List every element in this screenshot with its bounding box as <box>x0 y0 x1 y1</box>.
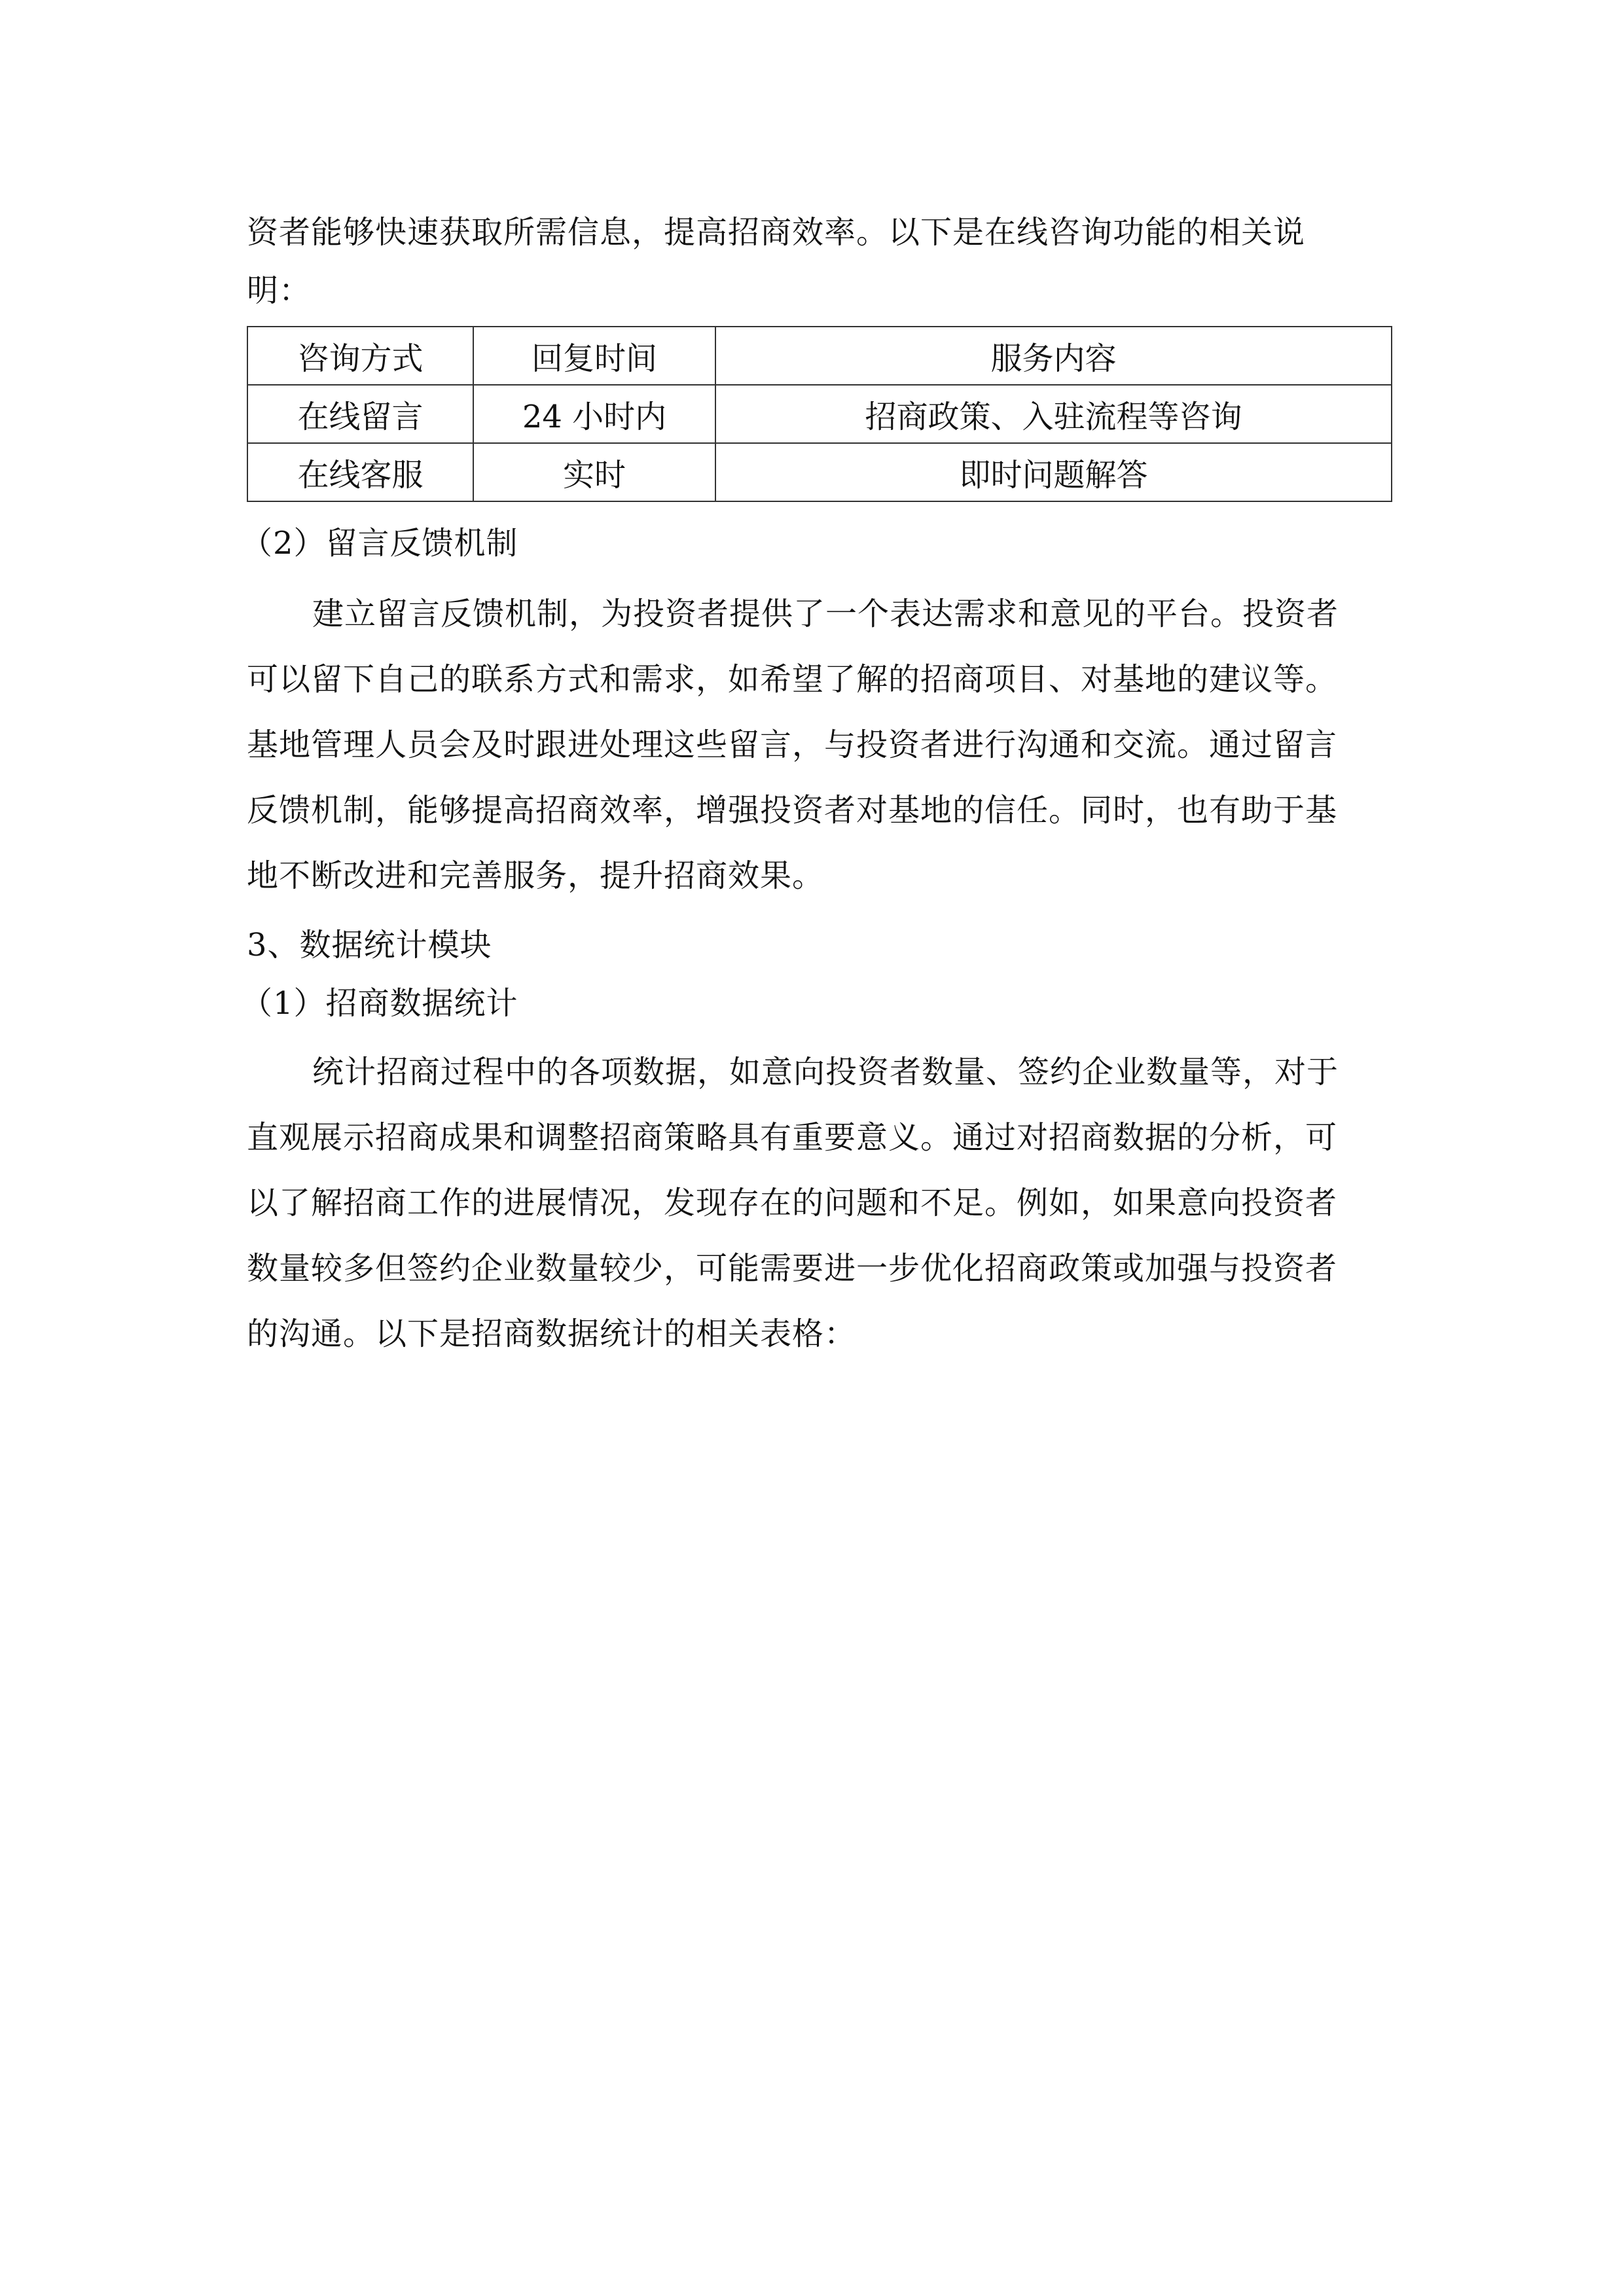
table-row <box>247 385 1392 443</box>
stats-line-5: 的沟通。以下是招商数据统计的相关表格： <box>247 1316 857 1352</box>
feedback-line-1: 建立留言反馈机制，为投资者提供了一个表达需求和意见的平台。投资者 <box>312 596 1339 632</box>
section-heading-stats: （1）招商数据统计 <box>241 985 518 1022</box>
table-header-cell: 回复时间 <box>473 327 715 385</box>
table-cell: 在线留言 <box>247 385 473 443</box>
stats-line-1: 统计招商过程中的各项数据，如意向投资者数量、签约企业数量等，对于 <box>312 1054 1339 1090</box>
stats-line-2: 直观展示招商成果和调整招商策略具有重要意义。通过对招商数据的分析，可 <box>247 1119 1338 1156</box>
table-cell: 24 小时内 <box>473 385 715 443</box>
table-header-cell: 咨询方式 <box>247 327 473 385</box>
table-cell: 实时 <box>473 443 715 501</box>
stats-line-3: 以了解招商工作的进展情况，发现存在的问题和不足。例如，如果意向投资者 <box>247 1185 1338 1221</box>
feedback-line-3: 基地管理人员会及时跟进处理这些留言，与投资者进行沟通和交流。通过留言 <box>247 726 1338 763</box>
section-heading-module: 3、数据统计模块 <box>247 927 492 963</box>
section-heading-feedback: （2）留言反馈机制 <box>241 525 518 562</box>
feedback-line-2: 可以留下自己的联系方式和需求，如希望了解的招商项目、对基地的建议等。 <box>247 661 1338 698</box>
table-cell: 招商政策、入驻流程等咨询 <box>715 385 1392 443</box>
table-header-cell: 服务内容 <box>715 327 1392 385</box>
intro-line-2: 明： <box>247 272 312 309</box>
table-cell: 在线客服 <box>247 443 473 501</box>
intro-line-1: 资者能够快速获取所需信息，提高招商效率。以下是在线咨询功能的相关说 <box>247 214 1306 251</box>
table-header-row <box>247 327 1392 385</box>
consult-table <box>247 326 1392 502</box>
feedback-line-5: 地不断改进和完善服务，提升招商效果。 <box>247 857 825 894</box>
feedback-line-4: 反馈机制，能够提高招商效率，增强投资者对基地的信任。同时，也有助于基 <box>247 792 1338 829</box>
table-cell: 即时问题解答 <box>715 443 1392 501</box>
stats-line-4: 数量较多但签约企业数量较少，可能需要进一步优化招商政策或加强与投资者 <box>247 1250 1338 1287</box>
table-row <box>247 443 1392 501</box>
